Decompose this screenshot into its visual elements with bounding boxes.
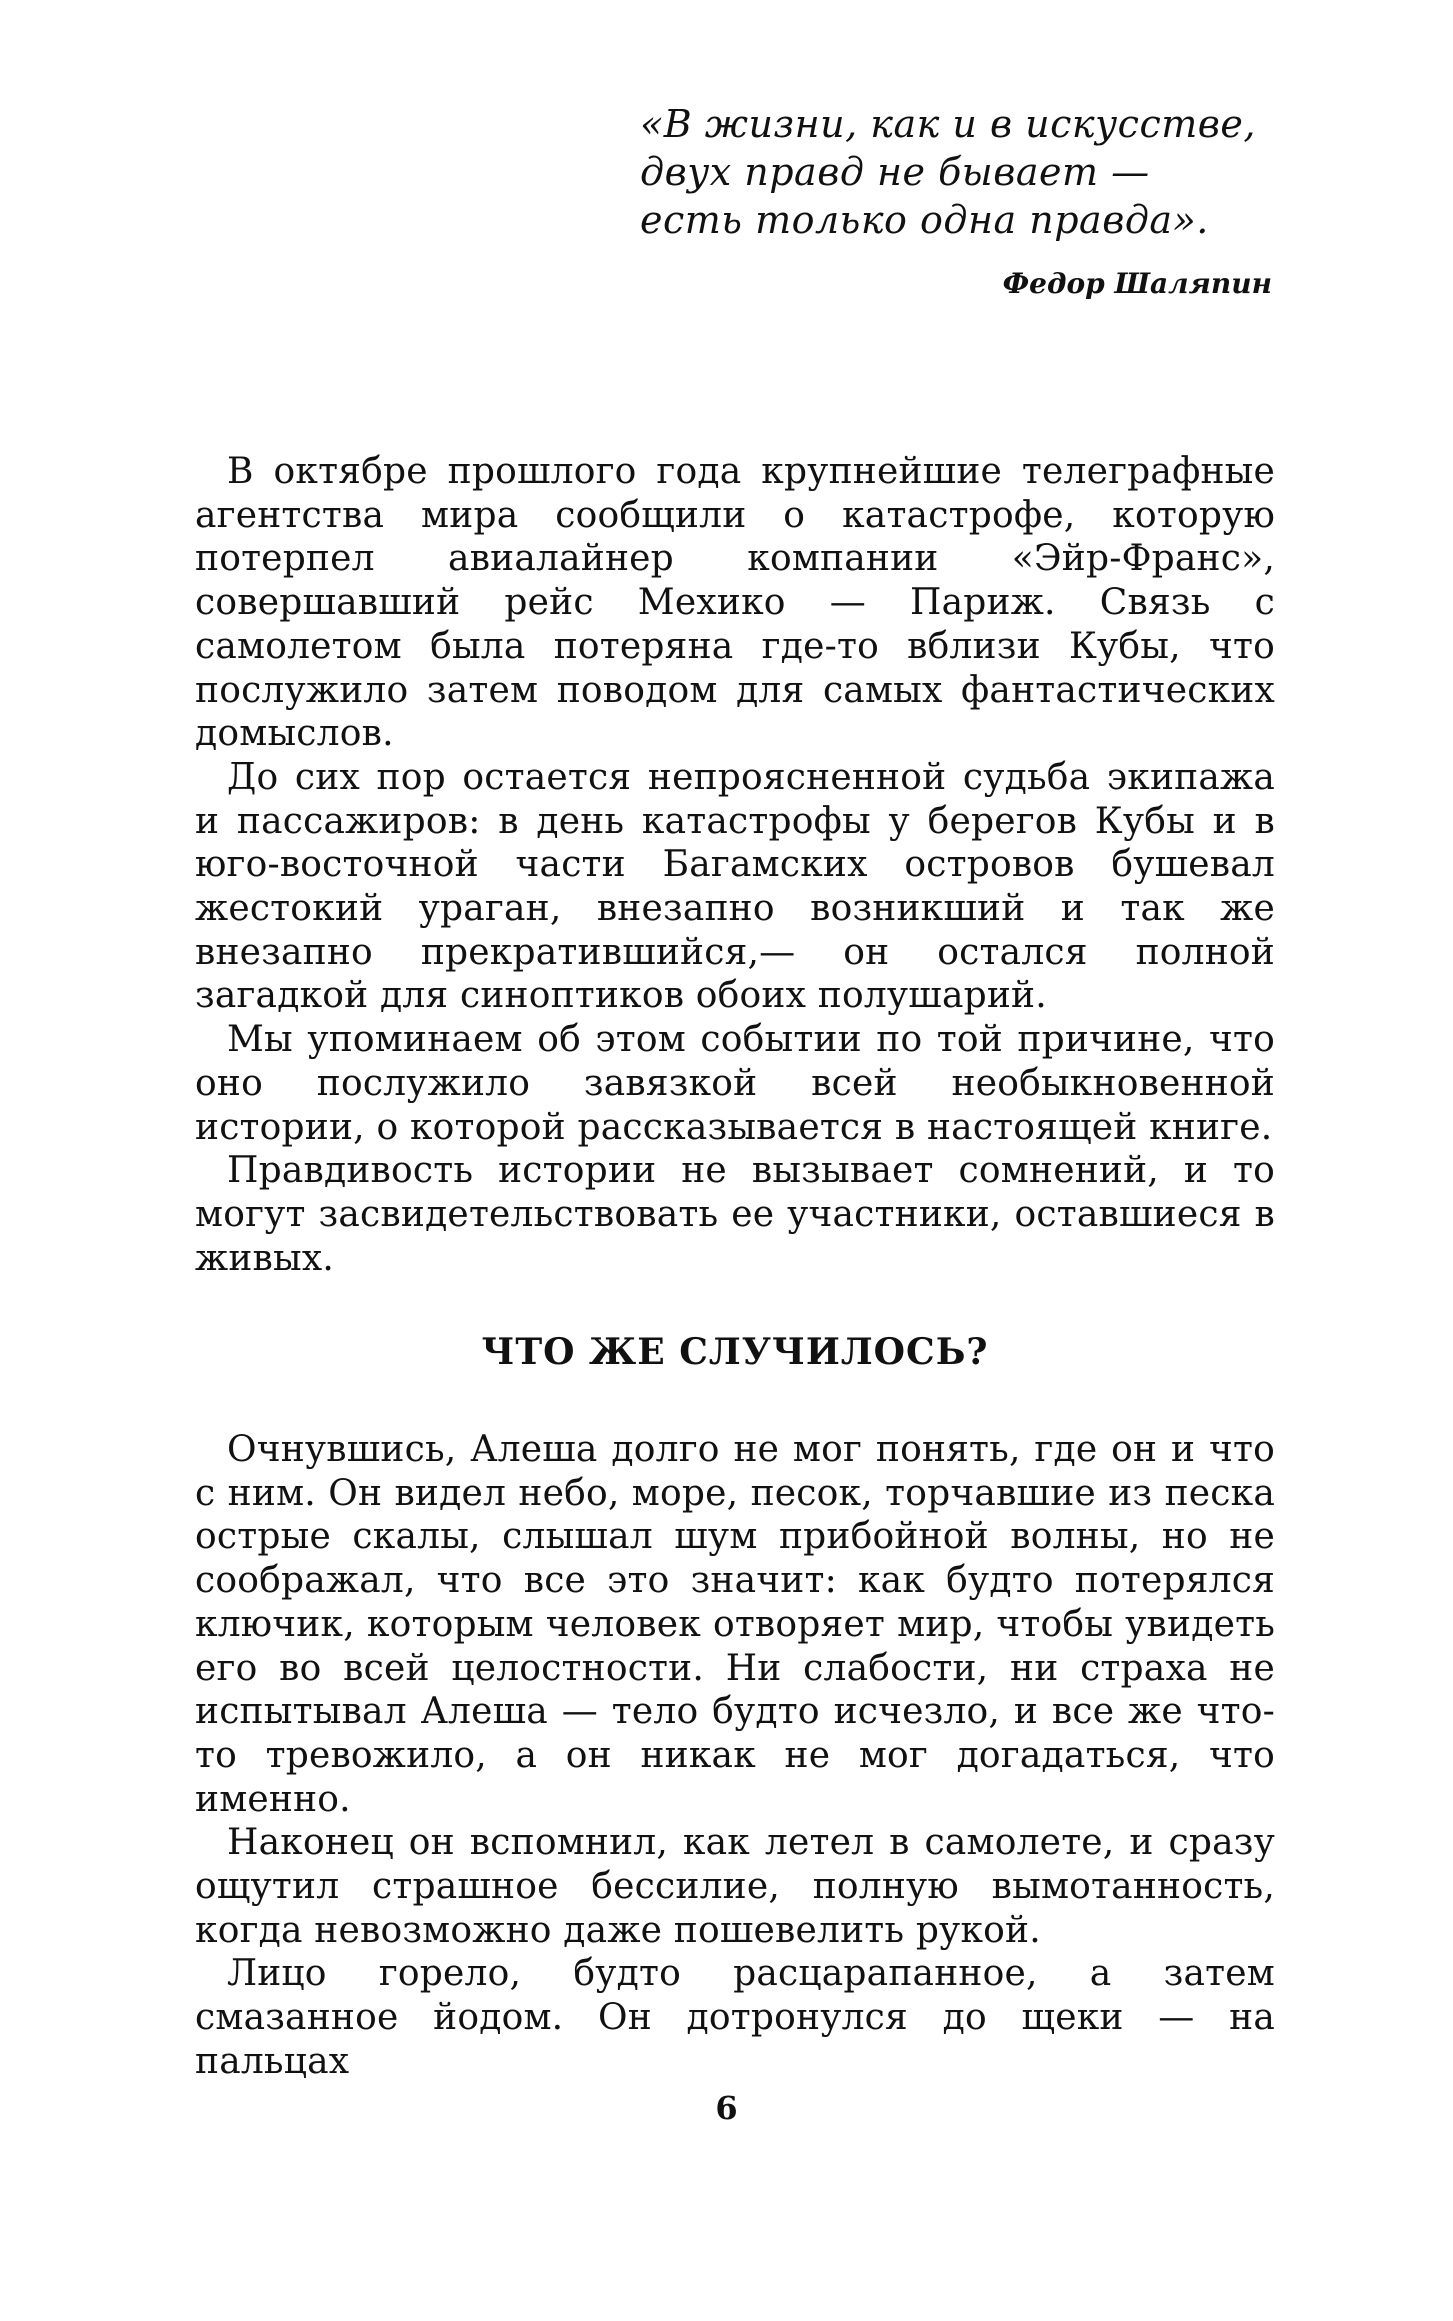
epigraph-author: Федор Шаляпин (1002, 267, 1272, 300)
intro-paragraph: В октябре прошлого года крупнейшие телеграфные агентства мира сообщили о катастрофе, которую потерпел авиалайнер компании «Эйр-Франс», совершавший рейс Мехико — Париж. Связь с самолетом была потеряна где-то вблизи Кубы, что послужило затем поводом для самых фантастических домыслов. (195, 451, 1275, 755)
intro-section (195, 450, 1275, 1280)
page-number: 6 (715, 2089, 738, 2127)
intro-paragraph: До сих пор остается непроясненной судьба экипажа и пассажиров: в день катастрофы у берегов Кубы и в юго-восточной части Багамских островов бушевал жестокий ураган, внезапно возникший и так же внезапно прекратившийся,— он остался полной загадкой для синоптиков обоих полушарий. (195, 756, 1275, 1017)
chapter-paragraph: Лицо горело, будто расцарапанное, а затем смазанное йодом. Он дотронулся до щеки — на пальцах (195, 1953, 1275, 2082)
epigraph-quote: «В жизни, как и в искусстве, двух правд не бывает — есть только одна правда». (640, 102, 1256, 242)
chapter-title: ЧТО ЖЕ СЛУЧИЛОСЬ? (481, 1331, 989, 1373)
intro-paragraph: Правдивость истории не вызывает сомнений, и то могут засвидетельствовать ее участники, оставшиеся в живых. (195, 1150, 1275, 1279)
epigraph (640, 100, 1340, 302)
chapter-body (195, 1428, 1275, 2084)
chapter-paragraph: Очнувшись, Алеша долго не мог понять, где он и что с ним. Он видел небо, море, песок, торчавшие из песка острые скалы, слышал шум прибойной волны, но не соображал, что все это значит: как будто потерялся ключик, которым человек отворяет мир, чтобы увидеть его во всей целостности. Ни слабости, ни страха не испытывал Алеша — тело будто исчезло, и все же что-то тревожило, а он никак не мог догадаться, что именно. (195, 1429, 1275, 1820)
chapter-paragraph: Наконец он вспомнил, как летел в самолете, и сразу ощутил страшное бессилие, полную вымотанность, когда невозможно даже пошевелить рукой. (195, 1822, 1275, 1951)
intro-paragraph: Мы упоминаем об этом событии по той причине, что оно послужило завязкой всей необыкновенной истории, о которой рассказывается в настоящей книге. (195, 1019, 1275, 1148)
